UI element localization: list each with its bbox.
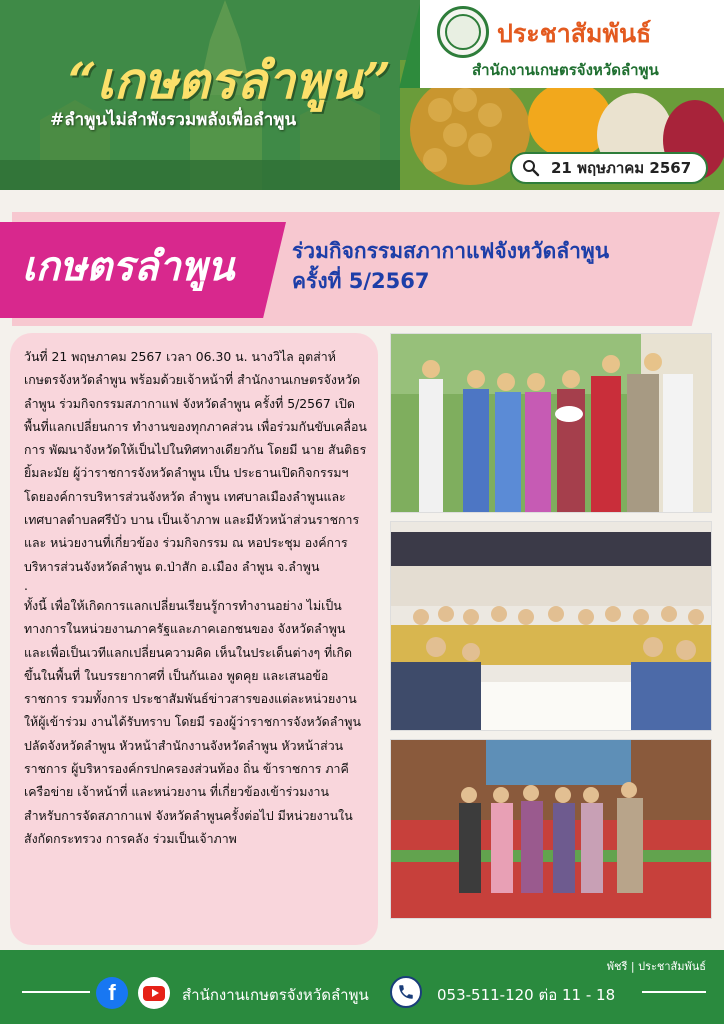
photo-meeting-hall	[390, 521, 712, 731]
youtube-icon[interactable]	[138, 977, 170, 1009]
headline-line-1: ร่วมกิจกรรมสภากาแฟจังหวัดลำพูน	[292, 239, 610, 263]
article-card	[10, 333, 378, 945]
footer-phone: 053-511-120 ต่อ 11 - 18	[437, 986, 616, 1004]
article-paragraph-2: ทั้งนี้ เพื่อให้เกิดการแลกเปลี่ยนเรียนรู้การทำงานอย่าง ไม่เป็นทางการในหน่วยงานภาครัฐและภาคเอกชนของ จังหวัดลำพูน และเพื่อเป็นเวทีแลกเปลี่ยนความคิด เห็นในประเด็นต่างๆ ที่เกิดขึ้นในพื้นที่ ในบรรยากาศที่ เป็นกันเอง พูดคุย และเสนอข้อราชการ รวมทั้งการ ประชาสัมพันธ์ข่าวสารของแต่ละหน่วยงานให้ผู้เข้าร่วม งานได้รับทราบ โดยมี รองผู้ว่าราชการจังหวัดลำพูน ปลัดจังหวัดลำพูน หัวหน้าสำนักงานจังหวัดลำพูน หัวหน้าส่วนราชการ ผู้บริหารองค์กรปกครองส่วนท้อง ถิ่น ข้าราชการ ภาคีเครือข่าย เจ้าหน้าที่ และหน่วยงาน ที่เกี่ยวข้องเข้าร่วมงาน สำหรับการจัดสภากาแฟ จังหวัดลำพูนครั้งต่อไป มีหน่วยงานในสังกัดกระทรวง การคลัง ร่วมเป็นเจ้าภาพ	[24, 597, 361, 846]
department-seal-logo	[437, 6, 489, 58]
footer-divider-right	[642, 991, 706, 993]
section-label: เกษตรลำพูน	[22, 243, 235, 290]
date-badge	[510, 152, 708, 184]
photo-group-handover	[390, 333, 712, 513]
header-banner	[0, 0, 724, 190]
article-paragraph-1: วันที่ 21 พฤษภาคม 2567 เวลา 06.30 น. นางวิไล อุตส่าห์ เกษตรจังหวัดลำพูน พร้อมด้วยเจ้าหน้าที่ สำนักงานเกษตรจังหวัดลำพูน ร่วมกิจกรรมสภากาแฟ จังหวัดลำพูน ครั้งที่ 5/2567 เปิดพื้นที่แลกเปลี่ยนการ ทำงานของทุกภาคส่วน เพื่อร่วมกันขับเคลื่อนการ พัฒนาจังหวัดให้เป็นไปในทิศทางเดียวกัน โดยมี นาย สันติธร ยิ้มละมัย ผู้ว่าราชการจังหวัดลำพูน เป็น ประธานเปิดกิจกรรมฯ โดยองค์การบริหารส่วนจังหวัด ลำพูน เทศบาลเมืองลำพูนและเทศบาลตำบลศรีบัว บาน เป็นเจ้าภาพ และมีหัวหน้าส่วนราชการ และ หน่วยงานที่เกี่ยวข้อง ร่วมกิจกรรม ณ หอประชุม องค์การบริหารส่วนจังหวัดลำพูน ต.ป่าสัก อ.เมือง ลำพูน จ.ลำพูน	[24, 349, 367, 574]
hashtag: #ลำพูนไม่ลำพังรวมพลังเพื่อลำพูน	[50, 110, 297, 130]
headline	[292, 236, 702, 297]
brand-title: ประชาสัมพันธ์	[497, 19, 652, 48]
photo-group-stage	[390, 739, 712, 919]
date-text: 21 พฤษภาคม 2567	[551, 159, 692, 177]
brand-office: สำนักงานเกษตรจังหวัดลำพูน	[472, 61, 659, 79]
facebook-icon[interactable]: f	[96, 977, 128, 1009]
footer-credit: พัชรี | ประชาสัมพันธ์	[606, 960, 706, 973]
headline-line-2: ครั้งที่ 5/2567	[292, 269, 430, 294]
page-title: “เกษตรลำพูน”	[68, 51, 392, 110]
footer-office-name: สำนักงานเกษตรจังหวัดลำพูน	[182, 986, 369, 1004]
footer-divider-left	[22, 991, 90, 993]
paragraph-separator: .	[24, 577, 28, 593]
phone-icon	[390, 976, 422, 1008]
search-icon	[519, 156, 543, 180]
